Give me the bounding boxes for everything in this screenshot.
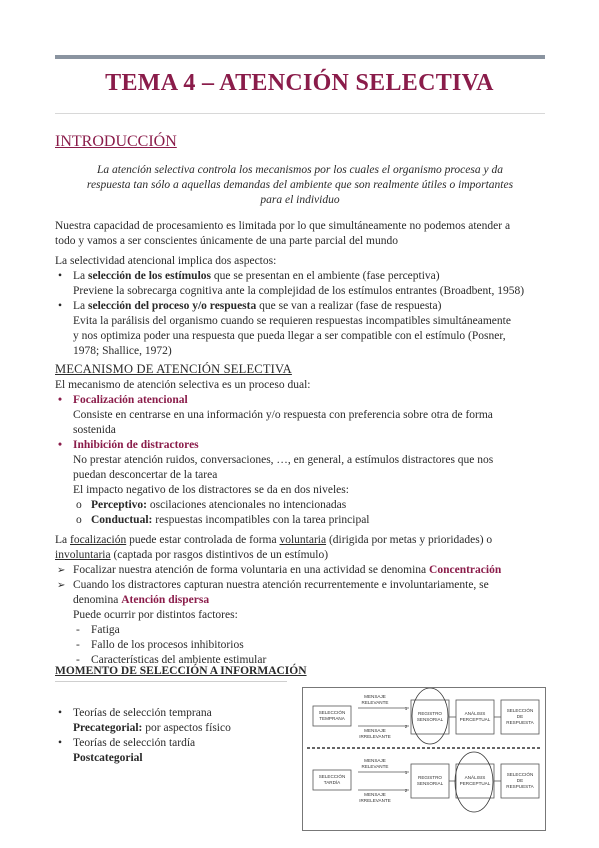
diagram-early-label-1: SELECCIÓN [318,710,346,715]
perceptive-label: Perceptivo: [91,499,147,511]
diagram-analisis-top-2: PERCEPTUAL [459,717,491,722]
bullet-dot-icon: • [58,439,63,451]
theory-late: Teorías de selección tardía [73,737,196,749]
dispersed-term: Atención dispersa [121,594,210,606]
focal-paragraph [55,533,547,563]
concentration-line [73,563,547,578]
dispersed-line-2 [73,593,547,608]
term-focalizacion: focalización [70,534,127,546]
diagram-relevant-b1: MENSAJE [364,758,386,763]
dash-bullet-icon: - [76,654,80,666]
diagram-analisis-top-1: ANÁLISIS [464,711,486,716]
diagram-seleccion-bottom-3: RESPUESTA [506,784,534,789]
term-involuntaria: involuntaria [55,549,111,561]
focal-paragraph-line-1 [55,533,547,548]
diagram-irrelevant-b2: IRRELEVANTE [359,798,391,803]
aspect-2-post: que se van a realizar (fase de respuesta) [256,300,442,312]
concentration-text: Focalizar nuestra atención de forma voluntaria en una actividad se denomina [73,564,430,576]
quote-line: para el individuo [260,194,340,206]
aspect-2-detail-1: Evita la parálisis del organismo cuando se requieren respuestas incompatibles simultáneamente [73,315,511,327]
diagram-num-1-top: 1 [404,706,408,711]
mechanism-heading: MECANISMO DE ATENCIÓN SELECTIVA [55,362,292,376]
diagram-registro-top-1: REGISTRO [418,711,442,716]
diagram-seleccion-top-1: SELECCIÓN [506,708,534,713]
paragraph-line: Nuestra capacidad de procesamiento es limitada por lo que simultáneamente no podemos atender a [55,220,511,232]
arrow-bullet-icon: ➢ [57,580,66,591]
inhib-line-3: El impacto negativo de los distractores se da en dos niveles: [73,484,349,496]
top-rule [55,55,545,59]
quote-line: La atención selectiva controla los mecanismos por los cuales el organismo procesa y da [97,164,503,176]
bullet-dot-icon: • [58,707,63,719]
theory-early-detail [73,721,231,736]
focal-line-2: sostenida [73,424,116,436]
focal-label: Focalización atencional [73,394,188,406]
dash-bullet-icon: - [76,624,80,636]
aspect-2 [73,299,547,314]
diagram-relevant-2: RELEVANTE [361,700,389,705]
quote-line: respuesta tan sólo a aquellas demandas del ambiente que son realmente útiles o importantes [86,179,514,191]
diagram-registro-bottom-1: REGISTRO [418,775,442,780]
aspect-1-bold: selección de los estímulos [88,270,211,282]
diagram-irrelevant-2: IRRELEVANTE [359,734,391,739]
page-title: TEMA 4 – ATENCIÓN SELECTIVA [105,70,494,96]
inhib-label: Inhibición de distractores [73,439,199,451]
diagram-irrelevant-b1: MENSAJE [364,792,386,797]
moment-divider [55,681,287,682]
diagram-num-1-bottom: 1 [404,770,408,775]
diagram-seleccion-bottom-1: SELECCIÓN [506,772,534,777]
bullet-dot-icon: • [58,270,63,282]
bullet-dot-icon: • [58,300,63,312]
diagram-registro-bottom-2: SENSORIAL [416,781,444,786]
aspect-2-detail-3: 1978; Shallice, 1972) [73,345,172,357]
dispersed-line-1: Cuando los distractores capturan nuestra atención recurrentemente e involuntariamente, se [73,579,489,591]
theory-early: Teorías de selección temprana [73,707,212,719]
inhib-line-1: No prestar atención ruidos, conversaciones, …, en general, a estímulos distractores que nos [73,454,494,466]
precategorial-text: por aspectos físico [142,722,231,734]
diagram-num-2-top: 2 [404,724,408,729]
diagram-analisis-bottom-1: ANÁLISIS [464,775,486,780]
diagram-num-2-bottom: 2 [404,788,408,793]
conductual-label: Conductual: [91,514,153,526]
aspect-1-detail: Previene la sobrecarga cognitiva ante la complejidad de los estímulos entrantes (Broadbent, 1958) [73,285,525,297]
diagram-seleccion-top-2: DE [516,714,524,719]
diagram-late-label-2: TARDÍA [323,780,341,785]
concentration-term: Concentración [429,564,502,576]
dispersed-line-3: Puede ocurrir por distintos factores: [73,609,238,621]
diagram-seleccion-top-3: RESPUESTA [506,720,534,725]
diagram-irrelevant-1: MENSAJE [364,728,386,733]
arrow-bullet-icon: ➢ [57,565,66,576]
aspect-2-bold: selección del proceso y/o respuesta [88,300,257,312]
theory-late-detail [73,751,143,766]
term-voluntaria: voluntaria [279,534,327,546]
title-divider [55,113,545,114]
diagram-late-label-1: SELECCIÓN [318,774,346,779]
dash-bullet-icon: - [76,639,80,651]
aspect-1-post: que se presentan en el ambiente (fase perceptiva) [211,270,440,282]
aspects-intro: La selectividad atencional implica dos aspectos: [55,255,277,267]
bullet-dot-icon: • [58,737,63,749]
conductual-text: respuestas incompatibles con la tarea principal [152,514,370,526]
mechanism-intro: El mecanismo de atención selectiva es un proceso dual: [55,379,311,391]
postcategorial-label: Postcategorial [73,752,143,764]
inhib-line-2: puedan desconcertar de la tarea [73,469,218,481]
text-run: (dirigida por metas y prioridades) o [326,534,493,546]
bullet-dot-icon: • [58,394,63,406]
diagram-registro-top-2: SENSORIAL [416,717,444,722]
precategorial-label: Precategorial: [73,722,143,734]
factor-item: Fatiga [91,624,120,636]
bullet-circle-icon: o [76,514,82,526]
diagram-early-label-2: TEMPRANA [319,716,345,721]
text-run: puede estar controlada de forma [126,534,280,546]
dispersed-pre: denomina [73,594,122,606]
factor-item: Fallo de los procesos inhibitorios [91,639,244,651]
focal-paragraph-line-2 [55,548,547,563]
paragraph-capacity [55,219,547,249]
inhib-perceptive [91,498,346,513]
factor-item: Características del ambiente estimular [91,654,267,666]
moment-heading: MOMENTO DE SELECCIÓN A INFORMACIÓN [55,665,307,677]
diagram-relevant-b2: RELEVANTE [361,764,389,769]
paragraph-line: todo y vamos a ser conscientes únicamente de una parte parcial del mundo [55,235,398,247]
selection-diagram [302,687,546,831]
diagram-analisis-bottom-2: PERCEPTUAL [459,781,491,786]
perceptive-text: oscilaciones atencionales no intencionadas [146,499,347,511]
diagram-relevant-1: MENSAJE [364,694,386,699]
bullet-circle-icon: o [76,499,82,511]
selection-diagram-svg [303,688,545,830]
aspect-2-pre: La [73,300,89,312]
aspect-1-pre: La [73,270,89,282]
intro-quote [70,163,530,208]
inhib-conductual [91,513,370,528]
intro-heading: INTRODUCCIÓN [55,133,177,150]
focal-line-1: Consiste en centrarse en una información y/o respuesta con preferencia sobre otra de forma [73,409,493,421]
text-run: (captada por rasgos distintivos de un estímulo) [110,549,329,561]
text-run: La [55,534,71,546]
diagram-seleccion-bottom-2: DE [516,778,524,783]
aspect-2-detail-2: y nos optimiza poder una respuesta que pueda llegar a ser compatible con el estímulo (Posner, [73,330,506,342]
aspect-1 [73,269,547,284]
